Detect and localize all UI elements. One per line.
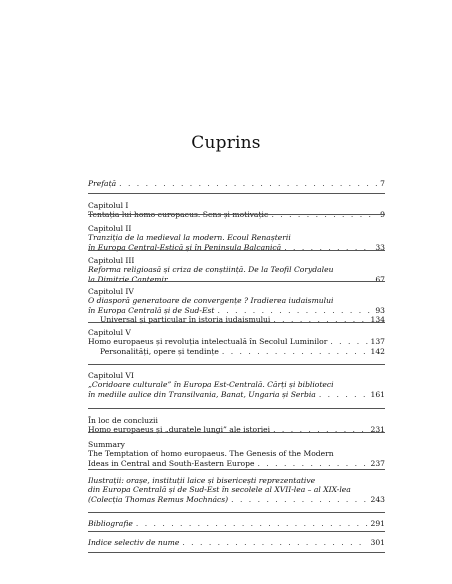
- toc-text: Capitolul II: [88, 224, 132, 233]
- toc-line: [88, 440, 385, 449]
- divider-rule: [88, 214, 385, 215]
- dot-leader: [319, 390, 368, 399]
- toc-line: [88, 210, 385, 219]
- toc-text: Homo europaeus și revoluția intelectuală în Secolul Luminilor: [88, 337, 328, 347]
- dot-leader: [271, 210, 377, 219]
- toc-line: [88, 476, 385, 485]
- toc-line: [88, 416, 385, 425]
- toc-line: [88, 425, 385, 434]
- toc-entry: [88, 328, 385, 356]
- page-number: 134: [370, 315, 385, 325]
- toc-line: [88, 390, 385, 399]
- toc-text: Capitolul III: [88, 256, 135, 265]
- toc-line: [88, 519, 385, 528]
- divider-rule: [88, 432, 385, 433]
- toc-text: The Temptation of homo europaeus. The Genesis of the Modern: [88, 449, 334, 459]
- dot-leader: [217, 306, 372, 315]
- page-number: 33: [375, 242, 385, 252]
- toc-text: (Colecția Thomas Remus Mochnács): [88, 494, 229, 504]
- divider-rule: [88, 250, 385, 251]
- toc-line: [88, 287, 385, 296]
- page-number: 291: [370, 519, 385, 528]
- toc-text: Ideas in Central and South-Eastern Europe: [88, 458, 255, 468]
- toc-line: [88, 347, 385, 356]
- toc-line: [88, 495, 385, 504]
- page-number: 142: [370, 346, 385, 356]
- divider-rule: [88, 531, 385, 532]
- toc-text: în Europa Centrală și de Sud-Est: [88, 305, 215, 315]
- toc-text: Universal și particular în istoria iudaismului: [100, 315, 271, 325]
- dot-leader: [273, 425, 367, 434]
- dot-leader: [182, 538, 367, 547]
- toc-line: [88, 179, 385, 188]
- toc-text: Indice selectiv de nume: [88, 538, 180, 547]
- divider-rule: [88, 512, 385, 513]
- toc-text: în Europa Central-Estică și în Peninsula Balcanică: [88, 242, 282, 252]
- toc-text: Prefață: [88, 179, 117, 188]
- toc-entry: [88, 201, 385, 220]
- page-number: 137: [370, 337, 385, 347]
- toc-entry: [88, 256, 385, 284]
- toc-text: Capitolul V: [88, 328, 131, 337]
- toc-text: Ilustrații: orașe, instituții laice și bisericești reprezentative: [88, 476, 316, 485]
- toc-text: la Dimitrie Cantemir: [88, 274, 168, 284]
- toc-line: [88, 296, 385, 305]
- dot-leader: [171, 275, 373, 284]
- dot-leader: [231, 495, 367, 504]
- toc-line: [88, 201, 385, 210]
- toc-text: „Coridoare culturale” în Europa Est-Centrală. Cărți și biblioteci: [88, 380, 334, 390]
- toc-line: [88, 459, 385, 468]
- toc-line: [88, 485, 385, 494]
- page-number: 9: [380, 210, 385, 220]
- toc-text: Summary: [88, 440, 125, 449]
- toc-text: Capitolul VI: [88, 371, 134, 380]
- divider-rule: [88, 469, 385, 470]
- page-number: 243: [370, 494, 385, 504]
- page-number: 7: [380, 179, 385, 188]
- dot-leader: [119, 179, 377, 188]
- divider-rule: [88, 193, 385, 194]
- page-number: 231: [370, 425, 385, 435]
- dot-leader: [222, 347, 368, 356]
- toc-line: [88, 256, 385, 265]
- divider-rule: [88, 552, 385, 553]
- toc-text: În loc de concluzii: [88, 416, 158, 425]
- toc-entry: [88, 179, 385, 188]
- divider-rule: [88, 408, 385, 409]
- toc-text: din Europa Centrală și de Sud-Est în secolele al XVII-lea – al XIX-lea: [88, 485, 351, 495]
- toc-text: Bibliografie: [88, 519, 133, 528]
- page-title: Cuprins: [191, 133, 261, 153]
- toc-entry: [88, 371, 385, 399]
- divider-rule: [88, 364, 385, 365]
- toc-entry: [88, 538, 385, 547]
- toc-line: [88, 233, 385, 242]
- toc-line: [88, 538, 385, 547]
- toc-line: [88, 449, 385, 458]
- toc-line: [88, 328, 385, 337]
- toc-entry: [88, 519, 385, 528]
- toc-entry: [88, 224, 385, 252]
- divider-rule: [88, 281, 385, 282]
- page-number: 161: [370, 389, 385, 399]
- dot-leader: [257, 459, 367, 468]
- toc-text: Tentația lui homo europaeus. Sens și motivație: [88, 210, 269, 220]
- toc-line: [88, 371, 385, 380]
- toc-line: [88, 306, 385, 315]
- toc-line: [88, 337, 385, 346]
- toc-text: O diasporă generatoare de convergențe ? Iradierea iudaismului: [88, 296, 334, 306]
- toc-line: [88, 380, 385, 389]
- toc-line: [88, 265, 385, 274]
- page-number: 237: [370, 458, 385, 468]
- toc-line: [88, 315, 385, 324]
- toc-text: Capitolul I: [88, 201, 129, 210]
- dot-leader: [136, 519, 368, 528]
- toc-entry: [88, 440, 385, 468]
- toc-text: Personalități, opere și tendințe: [100, 346, 219, 356]
- divider-rule: [88, 322, 385, 323]
- toc-line: [88, 224, 385, 233]
- toc-entry: [88, 287, 385, 325]
- toc-text: Tranziția de la medieval la modern. Ecoul Renașterii: [88, 233, 291, 243]
- toc-text: Capitolul IV: [88, 287, 134, 296]
- page-number: 67: [375, 274, 385, 284]
- toc-text: Homo europaeus și „duratele lungi” ale istoriei: [88, 425, 271, 435]
- dot-leader: [330, 337, 367, 346]
- page-number: 93: [375, 305, 385, 315]
- toc-line: [88, 275, 385, 284]
- toc-text: Reforma religioasă și criza de conștiință. De la Teofil Corydaleu: [88, 265, 334, 275]
- toc-entry: [88, 476, 385, 504]
- toc-text: în mediile aulice din Transilvania, Banat, Ungaria și Serbia: [88, 389, 316, 399]
- dot-leader: [273, 315, 367, 324]
- page-number: 301: [370, 538, 385, 547]
